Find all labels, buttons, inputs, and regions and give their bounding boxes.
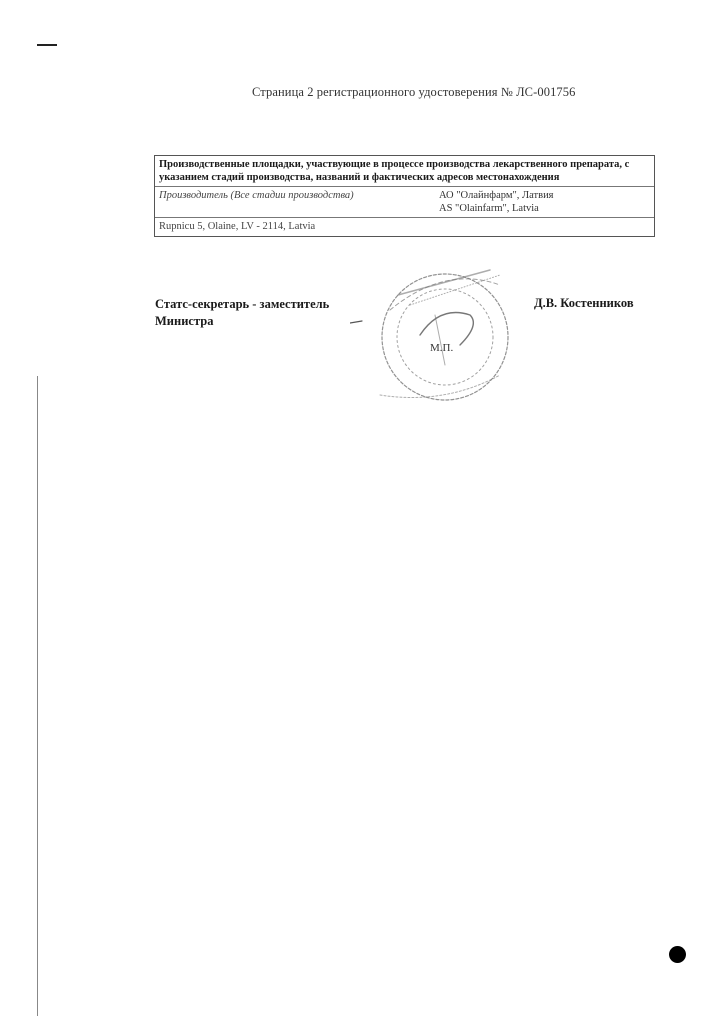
manufacturer-names	[439, 187, 554, 217]
manufacturer-row	[155, 187, 654, 218]
official-stamp	[350, 255, 525, 405]
signatory-name: Д.В. Костенников	[534, 296, 634, 310]
table-heading-row: Производственные площадки, участвующие в процессе производства лекарственного препарата, с указанием стадий производства, названий и фактических адресов местонахождения	[155, 156, 654, 187]
production-sites-table	[154, 155, 655, 237]
signatory-title	[155, 296, 329, 330]
page-header: Страница 2 регистрационного удостоверения № ЛС-001756	[252, 85, 576, 99]
address-row: Rupnicu 5, Olaine, LV - 2114, Latvia	[159, 221, 316, 232]
stamp-label: М.П.	[430, 342, 454, 354]
corner-mark	[37, 44, 57, 46]
signatory-title-line2: Министра	[155, 314, 214, 328]
manufacturer-name-en: AS "Olainfarm", Latvia	[439, 203, 539, 214]
scan-dot	[669, 946, 686, 963]
manufacturer-name-ru: АО "Олайнфарм", Латвия	[439, 190, 554, 201]
signatory-title-line1: Статс-секретарь - заместитель	[155, 297, 330, 311]
manufacturer-role: Производитель (Все стадии производства)	[159, 190, 354, 201]
scan-margin-line	[37, 376, 38, 1016]
